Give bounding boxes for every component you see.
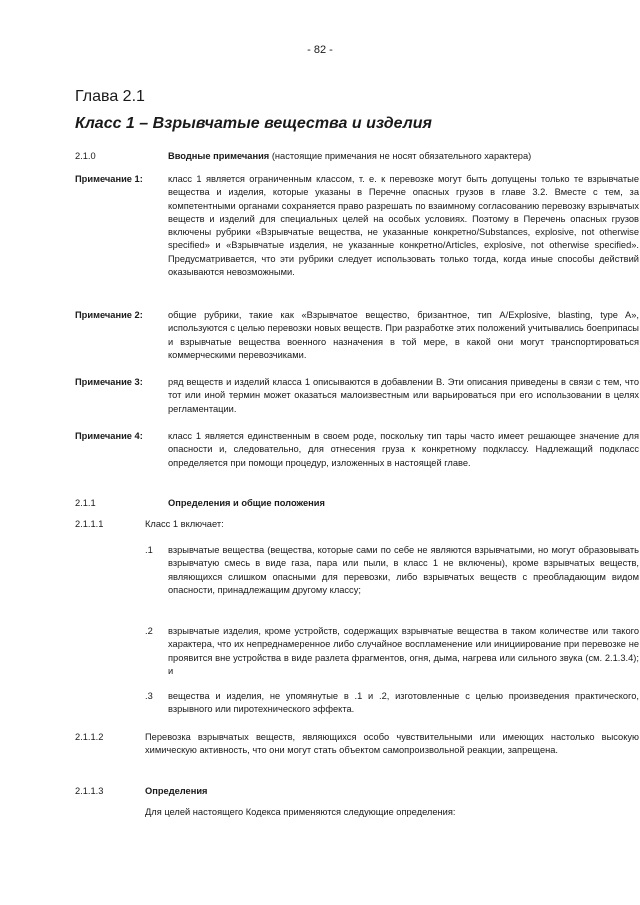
note-label: Примечание 3: [75,377,143,387]
section-heading-note: (настоящие примечания не носят обязательного характера) [269,151,532,161]
note-label: Примечание 2: [75,310,143,320]
note-label: Примечание 4: [75,431,143,441]
section-number: 2.1.1.2 [75,732,104,742]
section-text: Перевозка взрывчатых веществ, являющихся особо чувствительными или имеющих настолько высокую химическую активность, что они могут стать объектом самопроизвольной реакции, запрещена. [145,732,639,756]
section-number: 2.1.1 [75,498,96,508]
section-text: Для целей настоящего Кодекса применяются следующие определения: [145,807,456,817]
list-item-number: .1 [145,545,153,555]
page-number: - 82 - [307,44,333,56]
note-text: класс 1 является ограниченным классом, т. е. к перевозке могут быть допущены только те взрывчатые вещества и изделия, которые указаны в Перечне опасных грузов в главе 3.2. Вместе с тем, за компетентными органами сохраняется право разрешать по взаимному согласованию перевозку взрывчатых веществ и изделий для специальных целей на особых условиях. Поэтому в Перечень опасных грузов включены рубрики «Взрывчатые вещества, не указанные конкретно/Substances, explosive, not otherwise specified» и «Взрывчатые изделия, не указанные конкретно/Articles, explosive, not otherwise specified». Предусматривается, что эти рубрики следует использовать только тогда, когда иные способы действий оказываются невозможными. [168,174,639,278]
note-text: класс 1 является единственным в своем роде, поскольку тип тары часто имеет решающее значение для опасности и, следовательно, для отнесения груза к конкретному подклассу. Надлежащий подкласс определяется при помощи процедур, изложенных в настоящей главе. [168,431,639,468]
note-label: Примечание 1: [75,174,143,184]
section-heading: Вводные примечания [168,151,270,161]
section-heading: Определения и общие положения [168,498,325,508]
list-item-number: .3 [145,691,153,701]
section-number: 2.1.1.3 [75,786,104,796]
class-title: Класс 1 – Взрывчатые вещества и изделия [75,115,432,132]
note-text: общие рубрики, такие как «Взрывчатое вещество, бризантное, тип A/Explosive, blasting, type A», используются с целью перевозки новых веществ. При разработке этих положений учитывались боеприпасы и взрывчатые вещества военного назначения в той мере, в какой они могут транспортироваться коммерческими перевозчиками. [168,310,639,360]
section-number: 2.1.1.1 [75,519,104,529]
section-intro: Класс 1 включает: [145,519,224,529]
section-heading: Определения [145,786,208,796]
list-item-text: вещества и изделия, не упомянутые в .1 и .2, изготовленные с целью произведения практического, взрывного или пиротехнического эффекта. [168,691,639,715]
list-item-text: взрывчатые изделия, кроме устройств, содержащих взрывчатые вещества в таком количестве или такого характера, что их непреднамеренное либо случайное воспламенение или инициирование при перевозке не проявится вне устройства в виде разлета фрагментов, огня, дыма, нагрева или сильного звука (см. 2.1.3.4); и [168,626,639,676]
note-text: ряд веществ и изделий класса 1 описываются в добавлении B. Эти описания приведены в связи с тем, что тот или иной термин может оказаться малоизвестным или варьироваться при его использовании в целях регламентации. [168,377,639,414]
section-number: 2.1.0 [75,151,96,161]
section-heading-line [168,150,639,163]
chapter-heading: Глава 2.1 [75,88,145,105]
list-item-number: .2 [145,626,153,636]
list-item-text: взрывчатые вещества (вещества, которые сами по себе не являются взрывчатыми, но могут образовывать взрывчатую смесь в виде газа, пара или пыли, в класс 1 не включены), кроме взрывчатых веществ, являющихся слишком опасными для перевозки, либо взрывчатых веществ с преобладающим видом опасности, принадлежащим другому классу; [168,545,639,595]
